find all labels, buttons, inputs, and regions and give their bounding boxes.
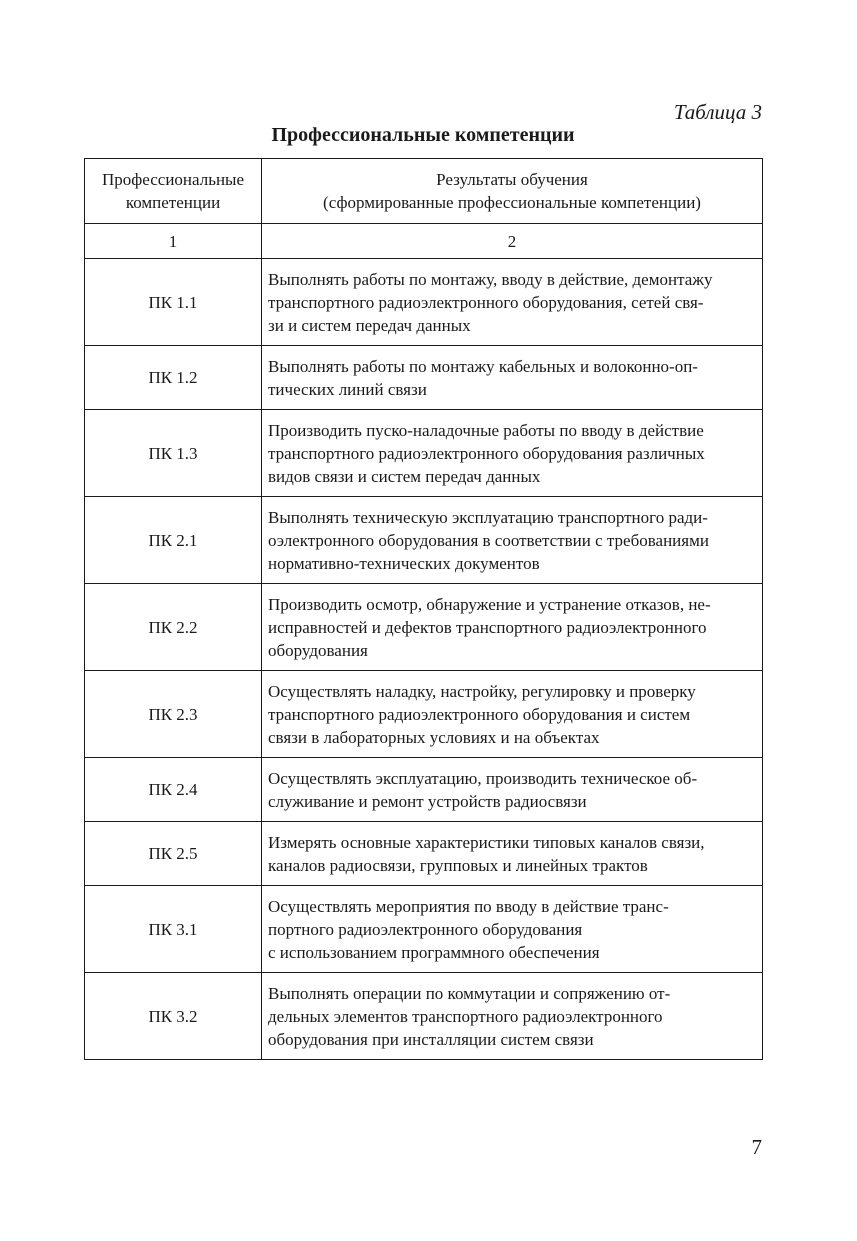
competencies-table bbox=[84, 158, 763, 1060]
competency-code: ПК 2.3 bbox=[85, 671, 262, 758]
table-row bbox=[85, 973, 763, 1060]
table-row bbox=[85, 758, 763, 822]
table-row bbox=[85, 584, 763, 671]
page-number: 7 bbox=[751, 1135, 762, 1159]
competency-code: ПК 1.3 bbox=[85, 410, 262, 497]
table-title: Профессиональные компетенции bbox=[271, 124, 575, 146]
table-row bbox=[85, 259, 763, 346]
competency-code: ПК 2.1 bbox=[85, 497, 262, 584]
table-row bbox=[85, 671, 763, 758]
competency-code: ПК 1.1 bbox=[85, 259, 262, 346]
competency-result: Выполнять техническую эксплуатацию транспортного ради- оэлектронного оборудования в соответствии с требованиями нормативно-технических документов bbox=[262, 497, 763, 584]
table-row bbox=[85, 886, 763, 973]
column-number-1: 1 bbox=[85, 224, 262, 259]
competency-code: ПК 2.5 bbox=[85, 822, 262, 886]
table-row bbox=[85, 497, 763, 584]
competency-code: ПК 2.4 bbox=[85, 758, 262, 822]
competency-result: Осуществлять мероприятия по вводу в действие транс- портного радиоэлектронного оборудования с использованием программного обеспечения bbox=[262, 886, 763, 973]
table-row bbox=[85, 410, 763, 497]
competency-code: ПК 3.1 bbox=[85, 886, 262, 973]
column-number-row bbox=[85, 224, 763, 259]
competency-result: Выполнять операции по коммутации и сопряжению от- дельных элементов транспортного радиоэлектронного оборудования при инсталляции систем связи bbox=[262, 973, 763, 1060]
table-header-row bbox=[85, 159, 763, 224]
competency-code: ПК 2.2 bbox=[85, 584, 262, 671]
competency-result: Осуществлять наладку, настройку, регулировку и проверку транспортного радиоэлектронного оборудования и систем связи в лабораторных условиях и на объектах bbox=[262, 671, 763, 758]
header-learning-results: Результаты обучения (сформированные профессиональные компетенции) bbox=[262, 159, 763, 224]
table-row bbox=[85, 346, 763, 410]
competency-result: Производить пуско-наладочные работы по вводу в действие транспортного радиоэлектронного оборудования различных видов связи и систем передач данных bbox=[262, 410, 763, 497]
table-row bbox=[85, 822, 763, 886]
competency-code: ПК 1.2 bbox=[85, 346, 262, 410]
competency-result: Производить осмотр, обнаружение и устранение отказов, не- исправностей и дефектов транспортного радиоэлектронного оборудования bbox=[262, 584, 763, 671]
header-competencies: Профессиональные компетенции bbox=[85, 159, 262, 224]
competency-result: Выполнять работы по монтажу кабельных и волоконно-оп- тических линий связи bbox=[262, 346, 763, 410]
column-number-2: 2 bbox=[262, 224, 763, 259]
table-caption: Таблица 3 bbox=[673, 100, 762, 124]
competency-result: Измерять основные характеристики типовых каналов связи, каналов радиосвязи, групповых и линейных трактов bbox=[262, 822, 763, 886]
competency-result: Выполнять работы по монтажу, вводу в действие, демонтажу транспортного радиоэлектронного оборудования, сетей свя- зи и систем передач данных bbox=[262, 259, 763, 346]
competency-result: Осуществлять эксплуатацию, производить техническое об- служивание и ремонт устройств радиосвязи bbox=[262, 758, 763, 822]
competency-code: ПК 3.2 bbox=[85, 973, 262, 1060]
